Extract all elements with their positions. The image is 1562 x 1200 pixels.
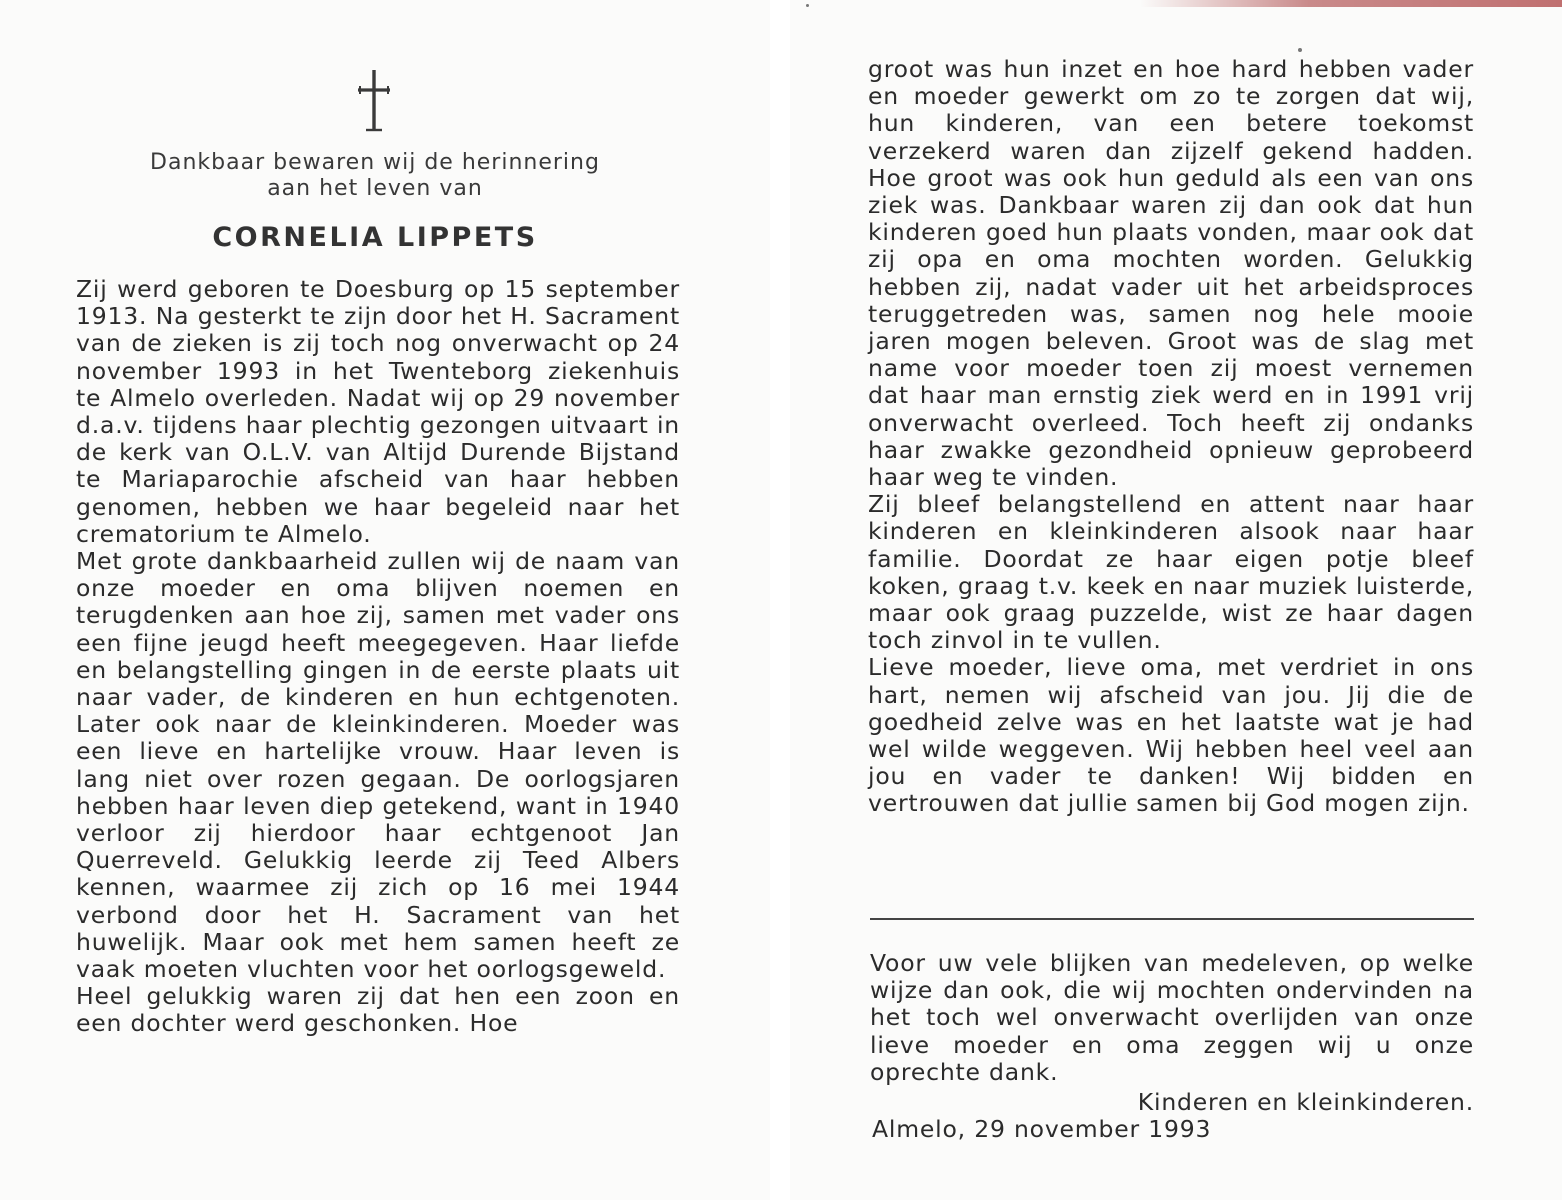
thanks-paragraph: Voor uw vele blijken van medeleven, op welke wijze dan ook, die wij mochten ondervinden na het toch wel onverwacht overlijden van onze lieve moeder en oma zeggen wij u onze oprechte dank. (870, 949, 1474, 1086)
deceased-name: CORNELIA LIPPETS (212, 222, 538, 253)
right-paragraph-3: Lieve moeder, lieve oma, met verdriet in ons hart, nemen wij afscheid van jou. Jij die de goedheid zelve was en het laatste wat je had wel wilde weggeven. Wij hebben heel veel aan jou en vader te danken! Wij bidden en vertrouwen dat jullie samen bij God mogen zijn. (868, 653, 1474, 818)
signoff: Kinderen en kleinkinderen. (1137, 1088, 1474, 1116)
left-paragraph-2: Met grote dankbaarheid zullen wij de naam van onze moeder en oma blijven noemen en terugdenken aan hoe zij, samen met vader ons een fijne jeugd heeft meegegeven. Haar liefde en belangstelling gingen in de eerste plaats uit naar vader, de kinderen en hun echtgenoten. Later ook naar de kleinkinderen. Moeder was een lieve en hartelijke vrouw. Haar leven is lang niet over rozen gegaan. De oorlogsjaren hebben haar leven diep getekend, want in 1940 verloor zij hierdoor haar echtgenoot Jan Querreveld. Gelukkig leerde zij Teed Albers kennen, waarmee zij zich op 16 mei 1944 verbond door het H. Sacrament van het huwelijk. Maar ook met hem samen heeft ze vaak moeten vluchten voor het oorlogsgeweld. (76, 547, 680, 984)
print-speck (1298, 48, 1302, 52)
dateline: Almelo, 29 november 1993 (872, 1115, 1212, 1143)
intro-line-1: Dankbaar bewaren wij de herinnering (150, 150, 600, 175)
card-fold-gap (770, 0, 790, 1200)
intro-line-2: aan het leven van (267, 176, 483, 201)
left-body-text (76, 276, 680, 1038)
card-top-edge (1140, 0, 1562, 7)
right-paragraph-2: Zij bleef belangstellend en attent naar haar kinderen en kleinkinderen alsook naar haar familie. Doordat ze haar eigen potje bleef koken, graag t.v. keek en naar muziek luisterde, maar ook graag puzzelde, wist ze haar dagen toch zinvol in te vullen. (868, 490, 1474, 655)
left-paragraph-3: Heel gelukkig waren zij dat hen een zoon en een dochter werd geschonken. Hoe (76, 982, 680, 1038)
print-speck (806, 4, 809, 7)
left-paragraph-1: Zij werd geboren te Doesburg op 15 september 1913. Na gesterkt te zijn door het H. Sacrament van de zieken is zij toch nog onverwacht op 24 november 1993 in het Twenteborg ziekenhuis te Almelo overleden. Nadat wij op 29 november d.a.v. tijdens haar plechtig gezongen uitvaart in de kerk van O.L.V. van Altijd Durende Bijstand te Mariaparochie afscheid van haar hebben genomen, hebben we haar begeleid naar het crematorium te Almelo. (76, 275, 680, 548)
right-paragraph-1: groot was hun inzet en hoe hard hebben vader en moeder gewerkt om zo te zorgen dat wij, hun kinderen, van een betere toekomst verzekerd waren dan zijzelf gekend hadden. Hoe groot was ook hun geduld als een van ons ziek was. Dankbaar waren zij dan ook dat hun kinderen goed hun plaats vonden, maar ook dat zij opa en oma mochten worden. Gelukkig hebben zij, nadat vader uit het arbeidsproces teruggetreden was, samen nog hele mooie jaren mogen beleven. Groot was de slag met name voor moeder toen zij moest vernemen dat haar man ernstig ziek werd en in 1991 vrij onverwacht overleed. Toch heeft zij ondanks haar zwakke gezondheid opnieuw geprobeerd haar weg te vinden. (868, 55, 1474, 492)
cross-icon (352, 66, 396, 136)
right-body-text (868, 56, 1474, 818)
thanks-text (870, 950, 1474, 1086)
section-divider (870, 918, 1474, 920)
intro-text (60, 150, 690, 202)
